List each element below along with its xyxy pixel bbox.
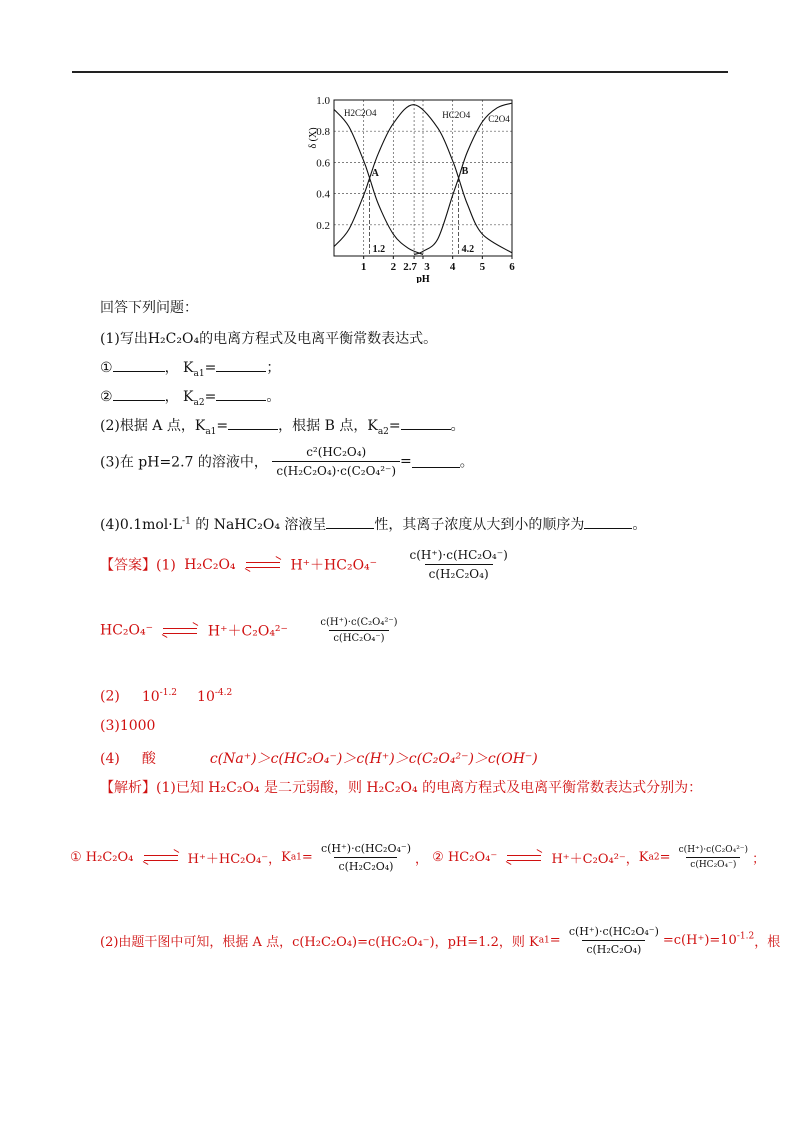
blank-2b[interactable] — [401, 417, 451, 430]
blank-1b-eq[interactable] — [113, 388, 165, 401]
question-1b: ② ， $K_{a2}=$ 。 — [100, 389, 281, 408]
y-axis-label: δ (X) — [308, 127, 319, 149]
equilibrium-arrow-icon — [246, 560, 280, 570]
blank-4b[interactable] — [584, 516, 632, 529]
equilibrium-arrow-icon — [163, 626, 197, 636]
answer-1b: HC₂O₄⁻ H⁺＋C₂O₄²⁻ $\frac{\text{c(H⁺)·c(C₂O₄²⁻)}}{\text{c(HC₂O₄⁻)}}$ — [100, 617, 402, 644]
equilibrium-arrow-icon — [144, 853, 178, 863]
answer-3: (3)1000 — [100, 718, 156, 734]
annotation-label: 4.2 — [461, 244, 475, 255]
blank-4a[interactable] — [326, 516, 374, 529]
curve-label: HC2O4 — [442, 110, 471, 120]
question-1a: ① ， $K_{a1}=$ ； — [100, 360, 281, 379]
x-tick-label: 5 — [479, 261, 486, 273]
q1-species: H₂C₂O₄ — [147, 331, 200, 347]
y-tick-label: 1.0 — [316, 95, 330, 107]
blank-1a-eq[interactable] — [113, 359, 165, 372]
x-tick-label: 3 — [424, 261, 430, 273]
question-4: $(4)0.1mol\cdot L^{-1}$ 的 NaHC₂O₄ 溶液呈 性，其离子浓度从大到小的顺序为 。 — [100, 516, 647, 533]
answer-1: 【答案】(1) H₂C₂O₄ H⁺＋HC₂O₄⁻ $\frac{\text{c(H⁺)·c(HC₂O₄⁻)}}{\text{c(H₂C₂O₄)}}$ — [100, 548, 512, 581]
q1-text: (1)写出 — [100, 331, 148, 347]
answer-2: (2) $10^{-1.2}$ $10^{-4.2}$ — [100, 688, 233, 705]
question-2: (2)根据 A 点，$K_{a1}=$ ，根据 B 点，$K_{a2}=$ 。 — [100, 418, 465, 437]
ka2-fraction: $\frac{\text{c(H⁺)·c(C₂O₄²⁻)}}{\text{c(HC₂O₄⁻)}}$ — [320, 617, 398, 644]
q1-tail: 的电离方程式及电离平衡常数表达式。 — [199, 331, 438, 347]
q3-fraction: $\frac{\text{c²(HC₂O₄)}}{\text{c(H₂C₂O₄)·c(C₂O₄²⁻)}}$ — [272, 445, 400, 478]
annotation-label: 1.2 — [372, 244, 386, 255]
y-tick-label: 0.6 — [316, 157, 330, 170]
annotation-label: B — [461, 166, 469, 177]
intro-text: 回答下列问题： — [100, 300, 198, 316]
x-tick-label: 6 — [509, 261, 515, 273]
equilibrium-arrow-icon — [507, 853, 541, 863]
x-tick-label: 4 — [449, 261, 456, 273]
blank-3[interactable] — [412, 455, 460, 468]
explanation-1: 【解析】(1)已知 H₂C₂O₄ 是二元弱酸，则 H₂C₂O₄ 的电离方程式及电离平衡常数表达式分别为： — [100, 780, 703, 796]
y-tick-label: 0.4 — [316, 188, 330, 201]
x-tick-label: 2.7 — [403, 261, 417, 273]
exp-ka1-fraction-2: $\frac{\text{c(H⁺)·c(HC₂O₄⁻)}}{\text{c(H₂C₂O₄)}}$ — [568, 925, 659, 956]
blank-1b-ka[interactable] — [216, 388, 266, 401]
annotation-label: A — [371, 168, 379, 179]
ka1-fraction: $\frac{\text{c(H⁺)·c(HC₂O₄⁻)}}{\text{c(H₂C₂O₄)}}$ — [409, 548, 508, 581]
blank-1a-ka[interactable] — [216, 359, 266, 372]
chart-labels — [308, 95, 515, 283]
header-rule — [72, 71, 728, 73]
curve-1 — [334, 105, 512, 253]
distribution-chart — [300, 88, 530, 283]
chart-grid — [334, 100, 512, 256]
x-tick-label: 2 — [390, 261, 397, 273]
y-tick-label: 0.8 — [316, 126, 330, 139]
exp-ka1-fraction: $\frac{\text{c(H⁺)·c(HC₂O₄⁻)}}{\text{c(H₂C₂O₄)}}$ — [320, 842, 411, 873]
curve-label: H2C2O4 — [344, 108, 377, 118]
curve-2 — [414, 103, 512, 254]
answer-4: (4) 酸 c(Na⁺)＞c(HC₂O₄⁻)＞c(H⁺)＞c(C₂O₄²⁻)＞c(OH⁻) — [100, 751, 538, 767]
question-1 — [100, 328, 437, 348]
x-tick-label: 1 — [360, 261, 367, 273]
y-tick-label: 0.2 — [316, 219, 330, 232]
question-3: (3)在 pH=2.7 的溶液中， $\frac{\text{c²(HC₂O₄)}}{\text{c(H₂C₂O₄)·c(C₂O₄²⁻)}}$ = 。 — [100, 445, 474, 478]
curve-label: C2O4 — [488, 114, 510, 124]
chart-axes — [334, 100, 512, 259]
exp-ka2-fraction: $\frac{\text{c(H⁺)·c(C₂O₄²⁻)}}{\text{c(HC₂O₄⁻)}}$ — [678, 845, 749, 870]
x-axis-label: pH — [416, 274, 430, 283]
blank-2a[interactable] — [228, 417, 278, 430]
explanation-eqs: ① H₂C₂O₄ H⁺＋HC₂O₄⁻，Ka1= $\frac{\text{c(H⁺)·c(HC₂O₄⁻)}}{\text{c(H₂C₂O₄)}}$ ， ② HC₂O₄⁻ H⁺＋C₂O₄²⁻，Ka2= $\frac{\text{c(H⁺)·c(C₂O₄²⁻)}}{\text{c(HC₂O₄⁻)}}$ ； — [70, 842, 766, 873]
explanation-2: (2)由题干图中可知，根据 A 点，c(H₂C₂O₄)=c(HC₂O₄⁻)，pH=1.2，则 Ka1= $\frac{\text{c(H⁺)·c(HC₂O₄⁻)}}{\text{c(H₂C₂O₄)}}$ $=c(H^+)=10^{-1.2}$，根 — [100, 925, 781, 956]
